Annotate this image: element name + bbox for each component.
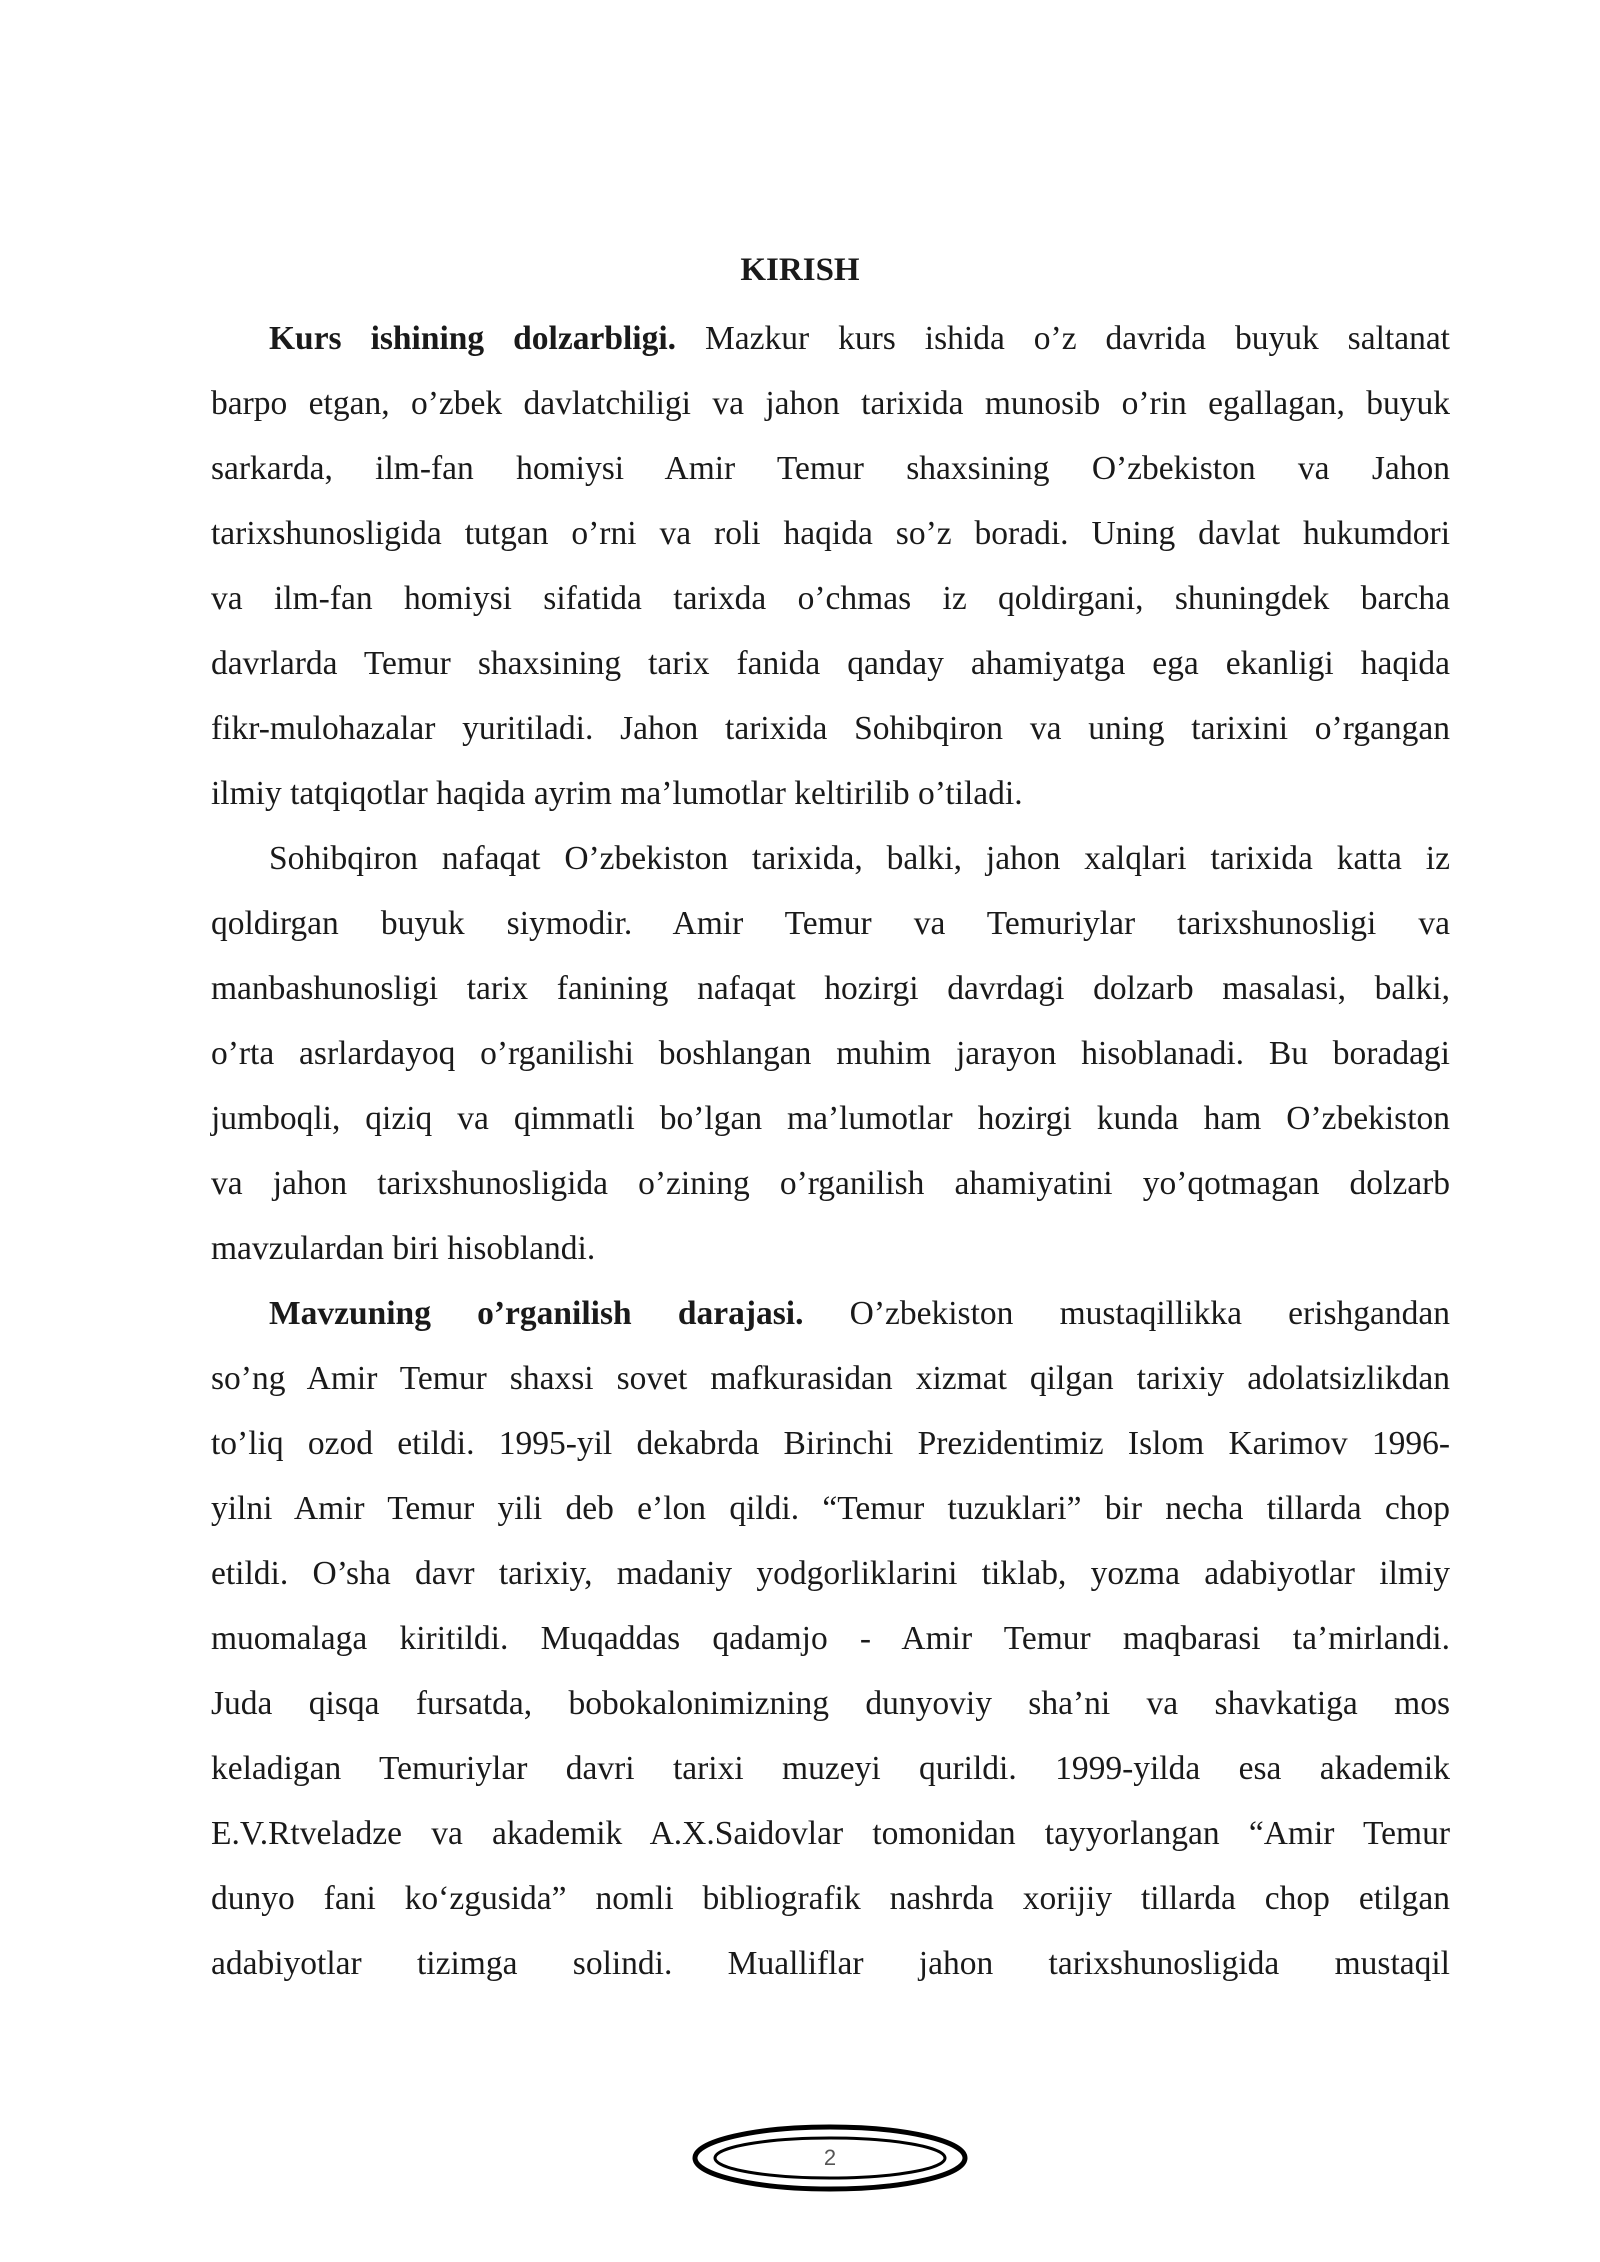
text-line: qoldirgan buyuk siymodir. Amir Temur va Temuriylar tarixshunosligi va xyxy=(211,905,1450,942)
text-line: etildi. O’sha davr tarixiy, madaniy yodgorliklarini tiklab, yozma adabiyotlar ilmiy xyxy=(211,1555,1450,1592)
text-line: keladigan Temuriylar davri tarixi muzeyi qurildi. 1999-yilda esa akademik xyxy=(211,1750,1450,1787)
text-line: muomalaga kiritildi. Muqaddas qadamjo - Amir Temur maqbarasi ta’mirlandi. xyxy=(211,1620,1450,1657)
text-line: so’ng Amir Temur shaxsi sovet mafkurasidan xizmat qilgan tarixiy adolatsizlikdan xyxy=(211,1360,1450,1397)
text-line: manbashunosligi tarix fanining nafaqat hozirgi davrdagi dolzarb masalasi, balki, xyxy=(211,970,1450,1007)
paragraph-lead: Mavzuning o’rganilish darajasi. xyxy=(269,1295,804,1332)
text-line: ilmiy tatqiqotlar haqida ayrim ma’lumotlar keltirilib o’tiladi. xyxy=(211,775,1023,812)
line-text: Mazkur kurs ishida o’z davrida buyuk saltanat xyxy=(676,320,1450,357)
section-heading: KIRISH xyxy=(740,252,860,288)
text-line xyxy=(211,306,1450,371)
text-line: adabiyotlar tizimga solindi. Mualliflar jahon tarixshunosligida mustaqil xyxy=(211,1945,1450,1982)
text-line: va ilm-fan homiysi sifatida tarixda o’chmas iz qoldirgani, shuningdek barcha xyxy=(211,580,1450,617)
text-line: sarkarda, ilm-fan homiysi Amir Temur shaxsining O’zbekiston va Jahon xyxy=(211,450,1450,487)
text-line: tarixshunosligida tutgan o’rni va roli haqida so’z boradi. Uning davlat hukumdori xyxy=(211,515,1450,552)
text-line: Sohibqiron nafaqat O’zbekiston tarixida, balki, jahon xalqlari tarixida katta iz xyxy=(269,840,1450,877)
paragraph-lead: Kurs ishining dolzarbligi. xyxy=(269,320,676,357)
text-line: fikr-mulohazalar yuritiladi. Jahon tarixida Sohibqiron va uning tarixini o’rgangan xyxy=(211,710,1450,747)
text-line: dunyo fani ko‘zgusida” nomli bibliografik nashrda xorijiy tillarda chop etilgan xyxy=(211,1880,1450,1917)
text-line: yilni Amir Temur yili deb e’lon qildi. “Temur tuzuklari” bir necha tillarda chop xyxy=(211,1490,1450,1527)
body-text xyxy=(211,306,1450,1996)
paragraph-relevance xyxy=(211,306,1450,826)
text-line xyxy=(211,1281,1450,1346)
text-line: Juda qisqa fursatda, bobokalonimizning dunyoviy sha’ni va shavkatiga mos xyxy=(211,1685,1450,1722)
text-line: to’liq ozod etildi. 1995-yil dekabrda Birinchi Prezidentimiz Islom Karimov 1996- xyxy=(211,1425,1450,1462)
paragraph-sohibqiron xyxy=(211,826,1450,1281)
page-number-badge xyxy=(690,2122,970,2194)
text-line: E.V.Rtveladze va akademik A.X.Saidovlar tomonidan tayyorlangan “Amir Temur xyxy=(211,1815,1450,1852)
text-line: barpo etgan, o’zbek davlatchiligi va jahon tarixida munosib o’rin egallagan, buyuk xyxy=(211,385,1450,422)
text-line: mavzulardan biri hisoblandi. xyxy=(211,1230,596,1267)
text-line: o’rta asrlardayoq o’rganilishi boshlangan muhim jarayon hisoblanadi. Bu boradagi xyxy=(211,1035,1450,1072)
page-number: 2 xyxy=(823,2145,837,2170)
paragraph-study-level xyxy=(211,1281,1450,1996)
text-line: va jahon tarixshunosligida o’zining o’rganilish ahamiyatini yo’qotmagan dolzarb xyxy=(211,1165,1450,1202)
text-line: jumboqli, qiziq va qimmatli bo’lgan ma’lumotlar hozirgi kunda ham O’zbekiston xyxy=(211,1100,1450,1137)
text-line: davrlarda Temur shaxsining tarix fanida qanday ahamiyatga ega ekanligi haqida xyxy=(211,645,1450,682)
line-text: O’zbekiston mustaqillikka erishgandan xyxy=(803,1295,1450,1332)
